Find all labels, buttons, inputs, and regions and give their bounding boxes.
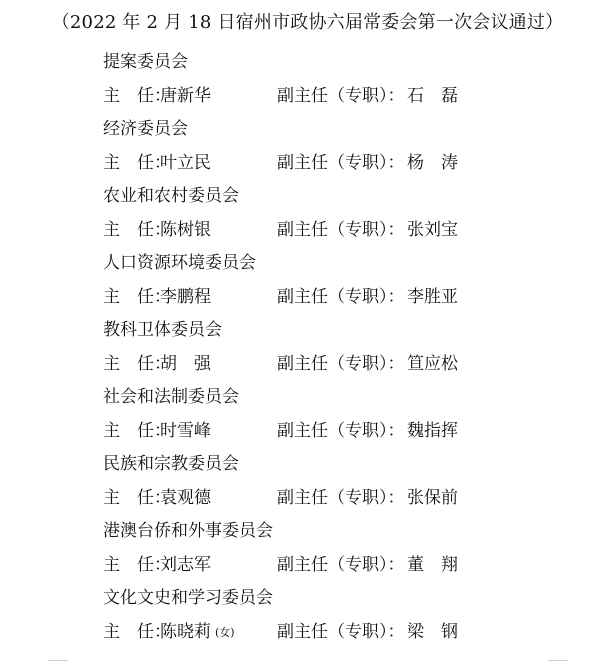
director-label: 主 任： xyxy=(103,421,171,441)
member-row xyxy=(103,483,523,507)
committee-name: 农业和农村委员会 xyxy=(103,186,239,206)
deputy-name: 杨 涛 xyxy=(407,153,458,173)
member-row xyxy=(103,617,523,641)
director-name: 叶立民 xyxy=(160,153,211,173)
director-label: 主 任： xyxy=(103,287,171,307)
deputy-label: 副主任（专职）： xyxy=(277,488,405,508)
committee-block xyxy=(103,516,523,583)
deputy-label: 副主任（专职）： xyxy=(277,287,405,307)
member-row xyxy=(103,282,523,306)
deputy-label: 副主任（专职）： xyxy=(277,555,405,575)
committee-name: 社会和法制委员会 xyxy=(103,387,239,407)
deputy-label: 副主任（专职）： xyxy=(277,622,405,642)
director-name: 时雪峰 xyxy=(160,421,211,441)
director-name: 陈晓莉 (女) xyxy=(160,622,235,642)
committee-name: 港澳台侨和外事委员会 xyxy=(103,521,273,541)
deputy-label: 副主任（专职）： xyxy=(277,354,405,374)
member-row xyxy=(103,550,523,574)
director-label: 主 任： xyxy=(103,555,171,575)
director-name: 袁观德 xyxy=(160,488,211,508)
deputy-label: 副主任（专职）： xyxy=(277,421,405,441)
director-label: 主 任： xyxy=(103,86,171,106)
director-name: 刘志军 xyxy=(160,555,211,575)
committee-name: 文化文史和学习委员会 xyxy=(103,588,273,608)
page-edge-mark xyxy=(548,660,568,661)
committee-name: 民族和宗教委员会 xyxy=(103,454,239,474)
committee-block xyxy=(103,114,523,181)
deputy-label: 副主任（专职）： xyxy=(277,86,405,106)
member-row xyxy=(103,81,523,105)
committee-block xyxy=(103,47,523,114)
director-name: 李鹏程 xyxy=(160,287,211,307)
deputy-name: 梁 钢 xyxy=(407,622,458,642)
committee-block xyxy=(103,315,523,382)
deputy-name: 李胜亚 xyxy=(407,287,458,307)
committee-block xyxy=(103,181,523,248)
director-name: 陈树银 xyxy=(160,220,211,240)
deputy-name: 张刘宝 xyxy=(407,220,458,240)
director-name: 胡 强 xyxy=(160,354,211,374)
committee-name: 经济委员会 xyxy=(103,119,188,139)
committee-name: 人口资源环境委员会 xyxy=(103,253,256,273)
committee-block xyxy=(103,382,523,449)
director-label: 主 任： xyxy=(103,220,171,240)
committee-name: 提案委员会 xyxy=(103,52,188,72)
director-label: 主 任： xyxy=(103,354,171,374)
deputy-label: 副主任（专职）： xyxy=(277,220,405,240)
member-row xyxy=(103,148,523,172)
deputy-name: 张保前 xyxy=(407,488,458,508)
director-label: 主 任： xyxy=(103,622,171,642)
committee-block xyxy=(103,583,523,650)
page-edge-mark xyxy=(48,660,68,661)
member-row xyxy=(103,349,523,373)
committee-block xyxy=(103,248,523,315)
director-label: 主 任： xyxy=(103,488,171,508)
member-row xyxy=(103,215,523,239)
director-name: 唐新华 xyxy=(160,86,211,106)
member-row xyxy=(103,416,523,440)
document-header: （2022 年 2 月 18 日宿州市政协六届常委会第一次会议通过） xyxy=(51,12,564,33)
gender-note: (女) xyxy=(215,626,235,639)
director-label: 主 任： xyxy=(103,153,171,173)
deputy-name: 董 翔 xyxy=(407,555,458,575)
deputy-name: 魏指挥 xyxy=(407,421,458,441)
committee-name: 教科卫体委员会 xyxy=(103,320,222,340)
committee-block xyxy=(103,449,523,516)
deputy-name: 石 磊 xyxy=(407,86,458,106)
deputy-label: 副主任（专职）： xyxy=(277,153,405,173)
deputy-name: 笪应松 xyxy=(407,354,458,374)
